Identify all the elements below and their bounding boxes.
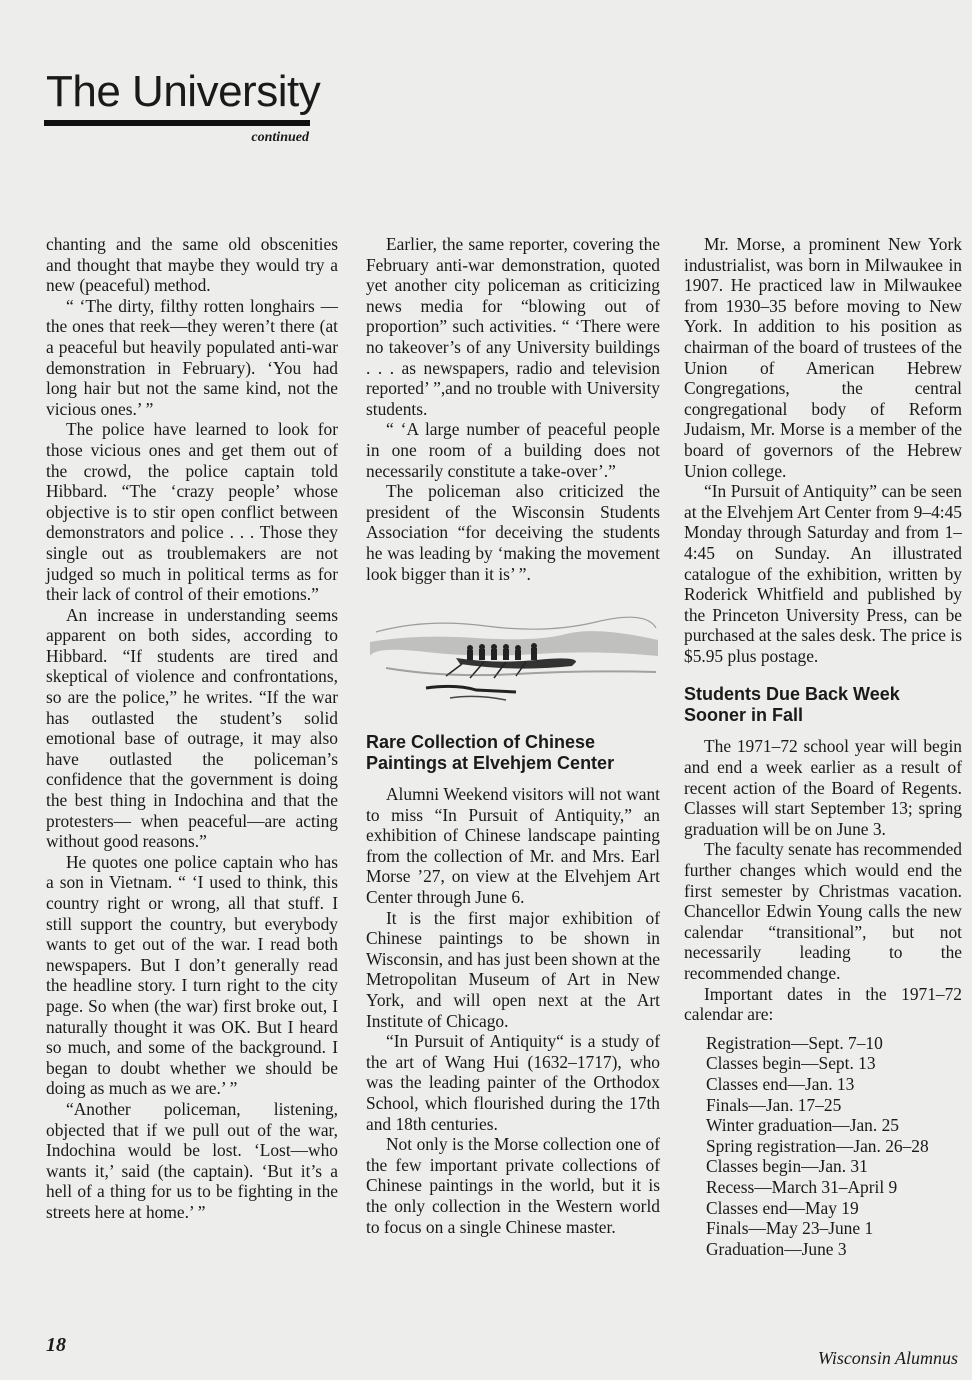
list-item: Registration—Sept. 7–10 bbox=[706, 1032, 883, 1053]
list-item: Classes end—Jan. 13 bbox=[706, 1073, 855, 1094]
paragraph: Earlier, the same reporter, covering the February anti-war demonstration, quoted yet another city policeman as criticizing news media for “blowing out of proportion” such activities. “ ‘There were no takeover’s of any University buildings . . . as newspapers, radio and television reported’ ”,and no trouble with University students. bbox=[366, 234, 660, 419]
section-title: The University bbox=[46, 67, 321, 116]
paragraph: Not only is the Morse collection one of the few important private collections of Chinese paintings in the world, but it is the only collection in the Western world to focus on a single Chinese master. bbox=[366, 1134, 660, 1237]
paragraph: chanting and the same old obscenities and thought that maybe they would try a new (peaceful) method. bbox=[46, 234, 338, 296]
paragraph: Mr. Morse, a prominent New York industrialist, was born in Milwaukee in 1907. He practiced law in Milwaukee from 1930–35 before moving to New York. In addition to his position as chairman of the board of trustees of the Union of American Hebrew Congregations, the central congregational body of Reform Judaism, Mr. Morse is a member of the board of governors of the Hebrew Union college. bbox=[684, 234, 962, 481]
page-number: 18 bbox=[46, 1334, 66, 1356]
title-rule bbox=[44, 120, 310, 126]
paragraph: “In Pursuit of Antiquity“ is a study of the art of Wang Hui (1632–1717), who was the leading painter of the Orthodox School, which flourished during the 17th and 18th centuries. bbox=[366, 1031, 660, 1134]
magazine-name: Wisconsin Alumnus bbox=[817, 1348, 958, 1368]
paragraph: “ ‘The dirty, filthy rotten longhairs —the ones that reek—they weren’t there (at a peaceful but heavily populated anti-war demonstration in February). ‘You had long hair but not the same kind, not the vicious ones.’ ” bbox=[46, 295, 338, 419]
paragraph: The policeman also criticized the president of the Wisconsin Students Association “for deceiving the students he was leading by ‘making the movement look bigger than it is’ ”. bbox=[366, 481, 660, 584]
paragraph: The 1971–72 school year will begin and end a week earlier as a result of recent action of the Board of Regents. Classes will start September 13; spring graduation will be on June 3. bbox=[684, 736, 962, 839]
article-headline: Rare Collection of Chinese Paintings at Elvehjem Center bbox=[366, 732, 615, 774]
list-item: Graduation—June 3 bbox=[706, 1238, 847, 1259]
paragraph: Important dates in the 1971–72 calendar are: bbox=[684, 983, 962, 1025]
paragraph: “ ‘A large number of peaceful people in one room of a building does not necessarily constitute a take-over’.” bbox=[366, 419, 660, 481]
paragraph: The faculty senate has recommended further changes which would end the first semester by Christmas vacation. Chancellor Edwin Young calls the new calendar “transitional”, but not necessarily leading to the recommended change. bbox=[684, 839, 962, 983]
paragraph: An increase in understanding seems apparent on both sides, according to Hibbard. “If students are tired and skeptical of violence and confrontations, so are the police,” he writes. “If the war has outlasted the student’s solid emotional base of outrage, it may also have outlasted the policeman’s confidence that the government is doing the best thing in Indochina and that the protesters— when peaceful—are acting without good reasons.” bbox=[46, 604, 338, 852]
list-item: Spring registration—Jan. 26–28 bbox=[706, 1135, 929, 1156]
list-item: Classes end—May 19 bbox=[706, 1197, 859, 1218]
column-1 bbox=[46, 234, 338, 1223]
paragraph: The police have learned to look for those vicious ones and get them out of the crowd, the police captain told Hibbard. “The ‘crazy people’ whose objective is to stir open conflict between demonstrators and police . . . Those they single out as troublemakers are not judged so much in political terms as for their lack of control of their emotions.” bbox=[46, 419, 338, 605]
list-item: Finals—Jan. 17–25 bbox=[706, 1094, 842, 1115]
paragraph: Alumni Weekend visitors will not want to miss “In Pursuit of Antiquity,” an exhibition of Chinese landscape painting from the collection of Mr. and Mrs. Earl Morse ’27, on view at the Elvehjem Art Center through June 6. bbox=[366, 784, 660, 908]
list-item: Winter graduation—Jan. 25 bbox=[706, 1115, 899, 1136]
continued-label: continued bbox=[251, 130, 309, 145]
list-item: Recess—March 31–April 9 bbox=[706, 1176, 898, 1197]
column-3 bbox=[684, 234, 962, 1259]
paragraph: “Another policeman, listening, objected that if we pull out of the war, Indochina would be lost. ‘Lost—who wants it,’ said (the captain). ‘But it’s a hell of a thing for us to be fighting in the streets here at home.’ ” bbox=[46, 1098, 338, 1222]
rowing-sketch-illustration bbox=[366, 598, 660, 718]
paragraph: He quotes one police captain who has a son in Vietnam. “ ‘I used to think, this country right or wrong, all that stuff. I still support the country, but everybody wants to get out of the war. I read both newspapers. But I don’t generally read the headline story. I turn right to the city page. So when (the war) first broke out, I naturally thought it was OK. But I heard so much, and some of the background. I began to doubt whether we should be doing as much as we are.’ ” bbox=[46, 851, 338, 1099]
list-item: Classes begin—Jan. 31 bbox=[706, 1156, 868, 1177]
calendar-dates-list bbox=[706, 1033, 962, 1260]
list-item: Finals—May 23–June 1 bbox=[706, 1218, 874, 1239]
paragraph: “In Pursuit of Antiquity” can be seen at the Elvehjem Art Center from 9–4:45 Monday through Saturday and from 1–4:45 on Sunday. An illustrated catalogue of the exhibition, written by Roderick Whitfield and published by the Princeton University Press, can be purchased at the sales desk. The price is $5.95 plus postage. bbox=[684, 481, 962, 666]
article-headline: Students Due Back Week Sooner in Fall bbox=[684, 684, 900, 726]
list-item: Classes begin—Sept. 13 bbox=[706, 1053, 876, 1074]
paragraph: It is the first major exhibition of Chinese paintings to be shown in Wisconsin, and has just been shown at the Metropolitan Museum of Art in New York, and will open next at the Art Institute of Chicago. bbox=[366, 907, 660, 1031]
column-2 bbox=[366, 234, 660, 1237]
